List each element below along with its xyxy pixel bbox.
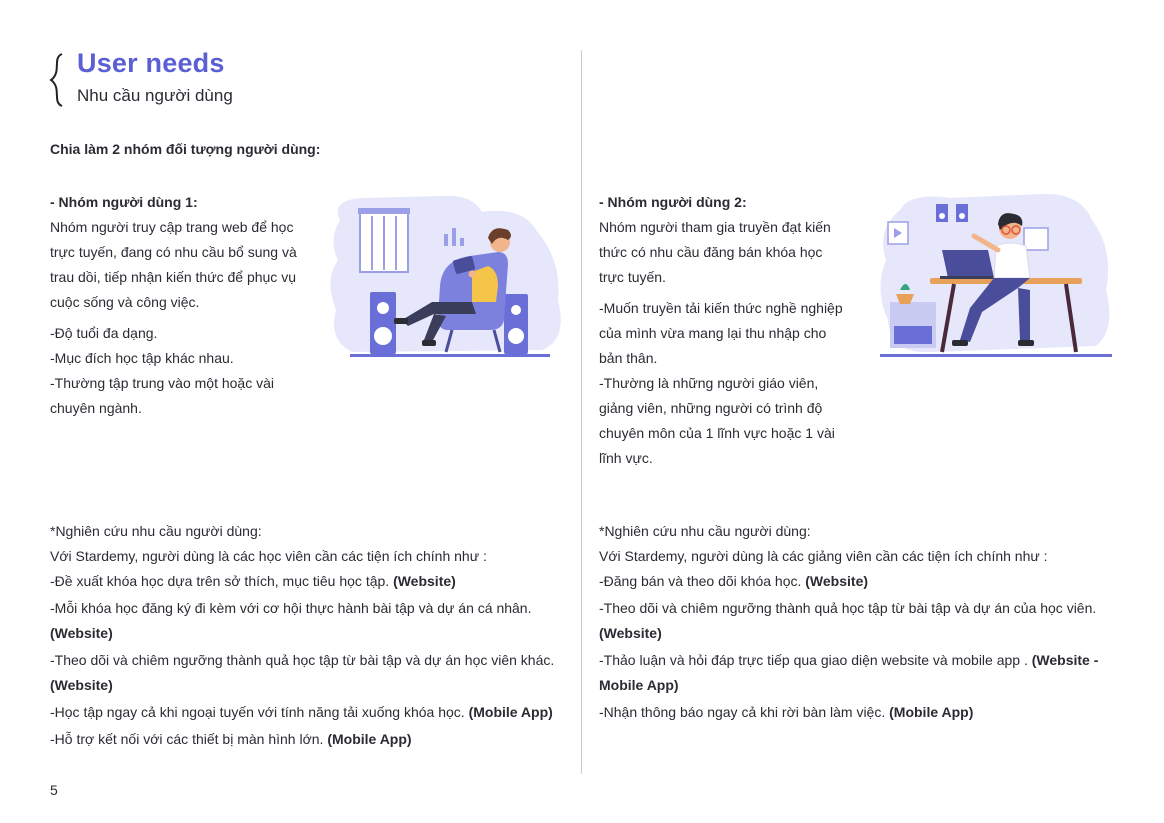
page-title: User needs (77, 48, 225, 78)
group1-section (50, 190, 300, 421)
page-number: 5 (50, 782, 58, 798)
research1-lead: Với Stardemy, người dùng là các học viên cần các tiện ích chính như : (50, 548, 487, 564)
group1-heading: - Nhóm người dùng 1: (50, 194, 198, 210)
research1-section (50, 519, 570, 752)
list-item: -Theo dõi và chiêm ngưỡng thành quả học tập từ bài tập và dự án của học viên. (Website) (599, 600, 1097, 641)
group1-trait: -Độ tuổi đa dạng. (50, 325, 158, 341)
research2-section (599, 519, 1119, 725)
platform-tag: (Mobile App) (327, 731, 412, 747)
group2-trait: -Thường là những người giáo viên, giảng viên, những người có trình độ chuyên môn của 1 lĩnh vực hoặc 1 vài lĩnh vực. (599, 375, 835, 466)
list-item: -Nhận thông báo ngay cả khi rời bàn làm việc. (Mobile App) (599, 704, 974, 720)
page-subtitle: Nhu cầu người dùng (77, 86, 233, 105)
brace-icon (48, 52, 68, 108)
group2-heading: - Nhóm người dùng 2: (599, 194, 747, 210)
platform-tag: (Website) (50, 677, 113, 693)
group1-trait: -Mục đích học tập khác nhau. (50, 350, 234, 366)
platform-tag: (Website) (393, 573, 456, 589)
platform-tag: (Mobile App) (889, 704, 974, 720)
platform-tag: (Website - Mobile App) (599, 652, 1099, 693)
list-item: -Học tập ngay cả khi ngoại tuyến với tính năng tải xuống khóa học. (Mobile App) (50, 704, 553, 720)
list-item: -Hỗ trợ kết nối với các thiết bị màn hình lớn. (Mobile App) (50, 731, 412, 747)
platform-tag: (Website) (599, 625, 662, 641)
group2-section (599, 190, 849, 471)
group2-trait: -Muốn truyền tải kiến thức nghề nghiệp của mình vừa mang lại thu nhập cho bản thân. (599, 300, 843, 366)
platform-tag: (Website) (805, 573, 869, 589)
list-item: -Mỗi khóa học đăng ký đi kèm với cơ hội thực hành bài tập và dự án cá nhân. (Website) (50, 600, 532, 641)
column-divider (581, 50, 582, 774)
group2-description: Nhóm người tham gia truyền đạt kiến thức có nhu cầu đăng bán khóa học trực tuyến. (599, 219, 831, 285)
teacher-illustration (870, 190, 1118, 362)
intro-text: Chia làm 2 nhóm đối tượng người dùng: (50, 141, 321, 157)
reader-illustration (322, 190, 570, 362)
group1-trait: -Thường tập trung vào một hoặc vài chuyên ngành. (50, 375, 274, 416)
platform-tag: (Mobile App) (468, 704, 553, 720)
list-item: -Đăng bán và theo dõi khóa học. (Website) (599, 573, 869, 589)
research2-heading: *Nghiên cứu nhu cầu người dùng: (599, 523, 811, 539)
list-item: -Thảo luận và hỏi đáp trực tiếp qua giao diện website và mobile app . (Website - Mobile App) (599, 652, 1099, 693)
platform-tag: (Website) (50, 625, 113, 641)
list-item: -Theo dõi và chiêm ngưỡng thành quả học tập từ bài tập và dự án học viên khác. (Website) (50, 652, 555, 693)
research2-lead: Với Stardemy, người dùng là các giảng viên cần các tiện ích chính như : (599, 548, 1048, 564)
research1-heading: *Nghiên cứu nhu cầu người dùng: (50, 523, 262, 539)
list-item: -Đề xuất khóa học dựa trên sở thích, mục tiêu học tập. (Website) (50, 573, 456, 589)
group1-description: Nhóm người truy cập trang web để học trực tuyến, đang có nhu cầu bổ sung và trau dồi, tiếp nhận kiến thức để phục vụ cuộc sống và công việc. (50, 219, 297, 310)
